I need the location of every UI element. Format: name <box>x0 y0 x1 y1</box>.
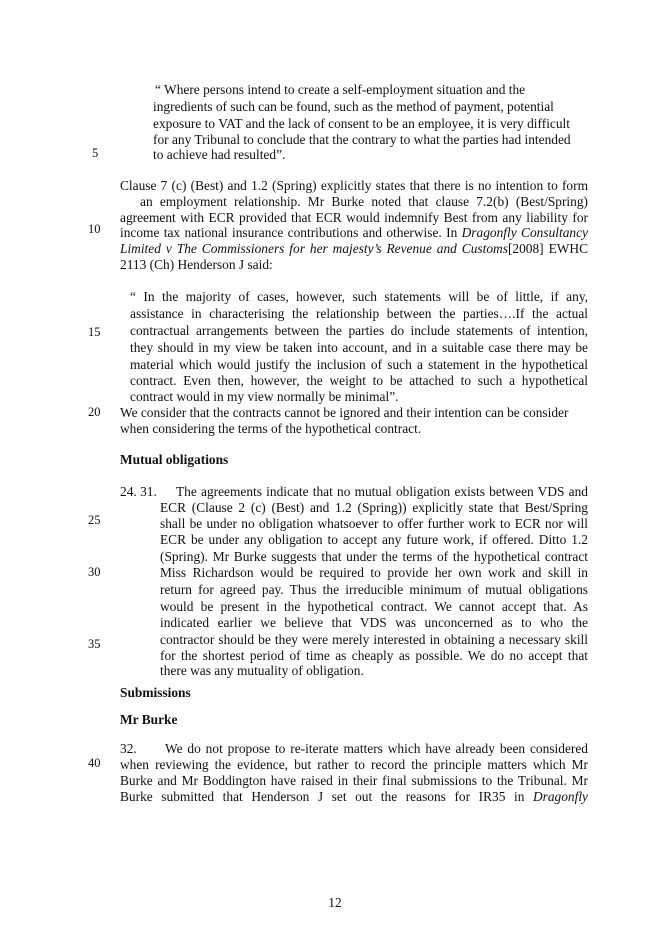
paragraph-line: income tax national insurance contributions and otherwise. In Dragonfly Consultancy <box>120 225 588 240</box>
case-citation: Dragonfly Consultancy <box>461 225 588 240</box>
case-citation: Dragonfly <box>532 789 588 804</box>
paragraph-line: Miss Richardson would be required to provide her own work and skill in <box>160 565 588 580</box>
line-number: 15 <box>88 325 101 339</box>
section-heading: Mutual obligations <box>120 452 229 467</box>
line-number: 5 <box>92 146 99 160</box>
section-heading: Submissions <box>120 685 191 700</box>
quote-line: contract. Even then, however, the weight to be attached to such a hypothetical <box>130 373 588 388</box>
case-citation: Limited v The Commissioners for her majesty’s Revenue and Customs <box>120 241 508 256</box>
paragraph-line: Burke submitted that Henderson J set out the reasons for IR35 in Dragonfly <box>120 789 588 804</box>
paragraph-line: agreement with ECR provided that ECR would indemnify Best from any liability for <box>120 210 588 225</box>
paragraph-line: Burke and Mr Boddington have raised in their final submissions to the Tribunal. Mr <box>120 773 588 788</box>
quote-line: contract would in my view normally be minimal”. <box>130 389 399 404</box>
quote-line: assistance in characterising the relationship between the parties….If the actual <box>130 306 588 321</box>
paragraph-line: when considering the terms of the hypothetical contract. <box>120 421 422 436</box>
paragraph-line: there was any mutuality of obligation. <box>160 663 364 678</box>
paragraph-line: We do not propose to re-iterate matters which have already been considered <box>165 741 588 756</box>
quote-line: for any Tribunal to conclude that the contrary to what the parties had intended <box>153 132 571 147</box>
paragraph-line: The agreements indicate that no mutual obligation exists between VDS and <box>176 484 588 499</box>
quote-line: ingredients of such can be found, such as the method of payment, potential <box>153 99 554 114</box>
quote-line: contractual arrangements between the parties do include statements of intention, <box>130 323 588 338</box>
paragraph-line: shall be under no obligation whatsoever to offer further work to ECR nor will <box>160 516 588 531</box>
quote-line: they should in my view be taken into account, and in a suitable case there may be <box>130 340 588 355</box>
paragraph-line: (Spring). Mr Burke suggests that under the terms of the hypothetical contract <box>160 549 588 564</box>
page-number: 12 <box>328 895 342 910</box>
paragraph-line: when reviewing the evidence, but rather to record the principle matters which Mr <box>120 757 588 772</box>
quote-line: “ In the majority of cases, however, such statements will be of little, if any, <box>130 289 588 304</box>
paragraph-line: indicated earlier we believe that VDS was unconcerned as to who the <box>160 615 588 630</box>
paragraph-line: ECR (Clause 2 (c) (Best) and 1.2 (Spring)) explicitly state that Best/Spring <box>160 500 588 515</box>
paragraph-line: return for agreed pay. Thus the irreducible minimum of mutual obligations <box>160 582 588 597</box>
paragraph-number: 32. <box>120 741 137 756</box>
paragraph-line: 2113 (Ch) Henderson J said: <box>120 257 273 272</box>
paragraph-line: contractor should be they were merely interested in obtaining a necessary skill <box>160 632 588 647</box>
line-number: 10 <box>88 222 101 236</box>
line-number: 20 <box>88 405 101 419</box>
line-number: 35 <box>88 637 101 651</box>
line-number: 25 <box>88 513 101 527</box>
line-number: 40 <box>88 756 101 770</box>
paragraph-line: We consider that the contracts cannot be ignored and their intention can be consider <box>120 405 569 420</box>
paragraph-line: an employment relationship. Mr Burke noted that clause 7.2(b) (Best/Spring) <box>140 194 588 209</box>
quote-line: “ Where persons intend to create a self-employment situation and the <box>155 82 526 97</box>
quote-line: exposure to VAT and the lack of consent to be an employee, it is very difficult <box>153 116 570 131</box>
paragraph-line: for the shortest period of time as cheaply as possible. We do no accept that <box>160 648 588 663</box>
paragraph-line: Clause 7 (c) (Best) and 1.2 (Spring) explicitly states that there is no intention to form <box>120 178 588 193</box>
paragraph-line: would be present in the hypothetical contract. We cannot accept that. As <box>160 599 588 614</box>
section-heading: Mr Burke <box>120 712 178 727</box>
quote-line: material which would justify the inclusion of such a statement in the hypothetical <box>130 357 588 372</box>
paragraph-line: ECR be under any obligation to accept any future work, if offered. Ditto 1.2 <box>160 532 588 547</box>
paragraph-number: 24. 31. <box>120 484 157 499</box>
line-number: 30 <box>88 565 101 579</box>
paragraph-line: Limited v The Commissioners for her majesty’s Revenue and Customs[2008] EWHC <box>120 241 588 256</box>
quote-line: to achieve had resulted”. <box>153 147 286 162</box>
